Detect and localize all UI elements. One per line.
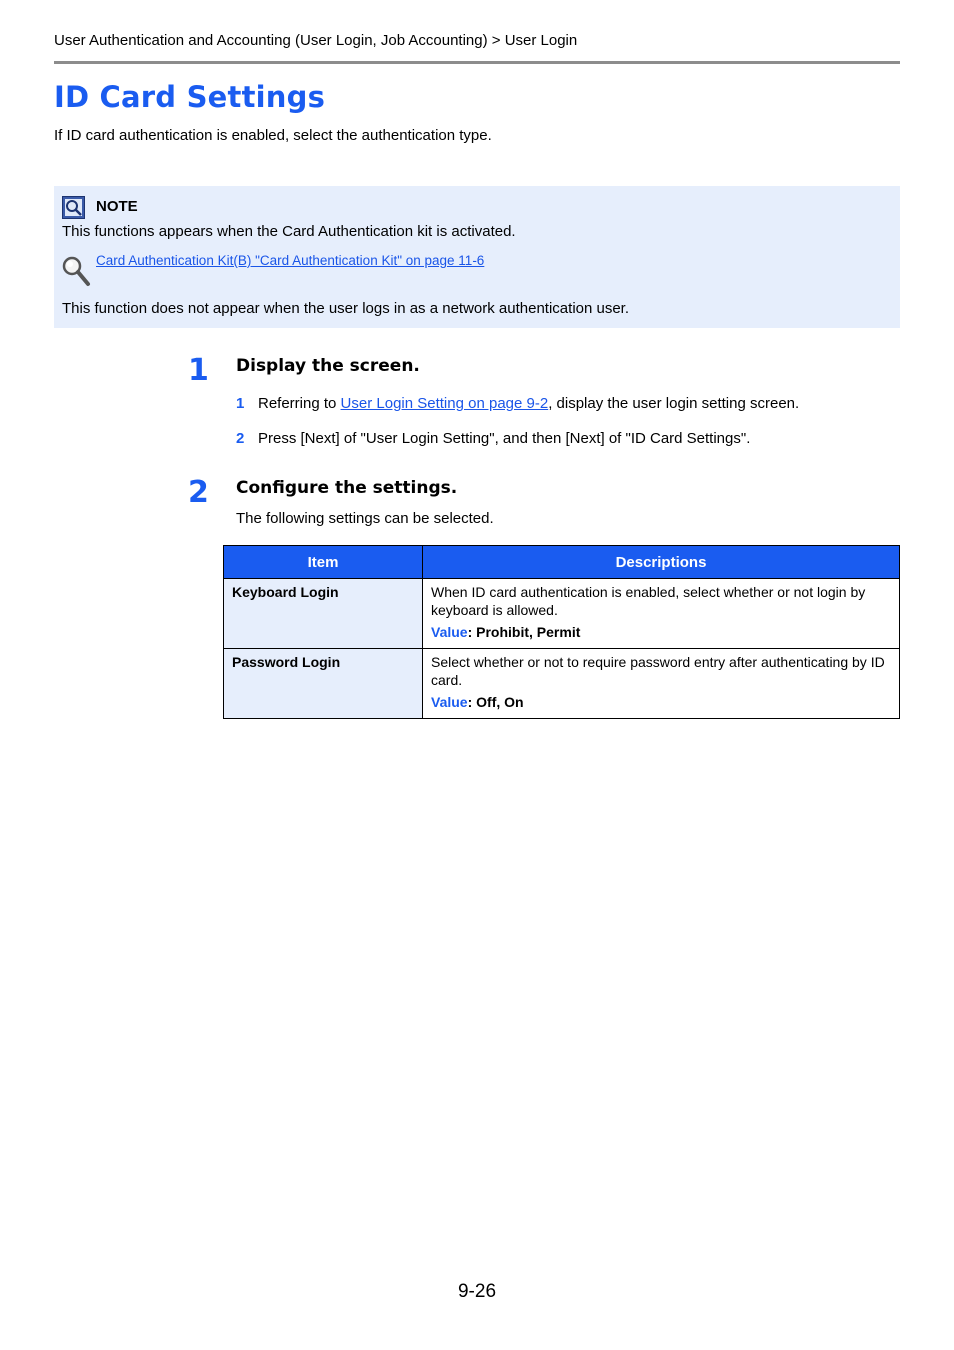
substep-text: Referring to	[258, 395, 341, 412]
step-description: The following settings can be selected.	[236, 510, 494, 527]
step-heading: Configure the settings.	[236, 478, 458, 498]
note-text: This function does not appear when the user logs in as a network authentication user.	[62, 300, 630, 317]
intro-text: If ID card authentication is enabled, select the authentication type.	[54, 127, 492, 144]
page-number: 9-26	[457, 1281, 497, 1302]
substep-text: , display the user login setting screen.	[548, 395, 800, 412]
table-header-item: Item	[224, 546, 423, 579]
value-label: Value	[431, 694, 468, 710]
substep-number: 2	[236, 430, 245, 447]
value-label: Value	[431, 624, 468, 640]
step-heading: Display the screen.	[236, 356, 420, 376]
table-header-descriptions: Descriptions	[423, 546, 900, 579]
description-text: Select whether or not to require password entry after authenticating by ID card.	[431, 654, 885, 688]
item-cell: Keyboard Login	[224, 579, 423, 649]
step-number: 2	[188, 475, 209, 510]
header-divider	[54, 61, 900, 64]
breadcrumb: User Authentication and Accounting (User Login, Job Accounting) > User Login	[54, 32, 578, 49]
page-title: ID Card Settings	[54, 80, 326, 114]
note-icon	[62, 196, 85, 219]
value-options: : Prohibit, Permit	[467, 624, 581, 640]
value-options: : Off, On	[467, 694, 524, 710]
note-label: NOTE	[96, 198, 138, 215]
substep-number: 1	[236, 395, 245, 412]
table-row	[224, 579, 900, 649]
description-text: When ID card authentication is enabled, select whether or not login by keyboard is allowed.	[431, 584, 866, 618]
substep	[236, 395, 799, 412]
card-authentication-kit-link[interactable]: Card Authentication Kit(B) "Card Authentication Kit" on page 11-6	[96, 253, 485, 268]
value-line	[431, 693, 891, 711]
item-cell: Password Login	[224, 649, 423, 719]
step-number: 1	[188, 353, 209, 388]
table-row	[224, 649, 900, 719]
substep-text: Press [Next] of "User Login Setting", and then [Next] of "ID Card Settings".	[258, 430, 751, 447]
user-login-setting-link[interactable]: User Login Setting on page 9-2	[340, 395, 549, 412]
description-cell	[423, 579, 900, 649]
note-text: This functions appears when the Card Authentication kit is activated.	[62, 223, 516, 240]
magnifier-icon	[61, 255, 91, 287]
settings-table	[223, 545, 900, 719]
description-cell	[423, 649, 900, 719]
note-box	[54, 186, 900, 328]
substep	[236, 430, 750, 447]
value-line	[431, 623, 891, 641]
